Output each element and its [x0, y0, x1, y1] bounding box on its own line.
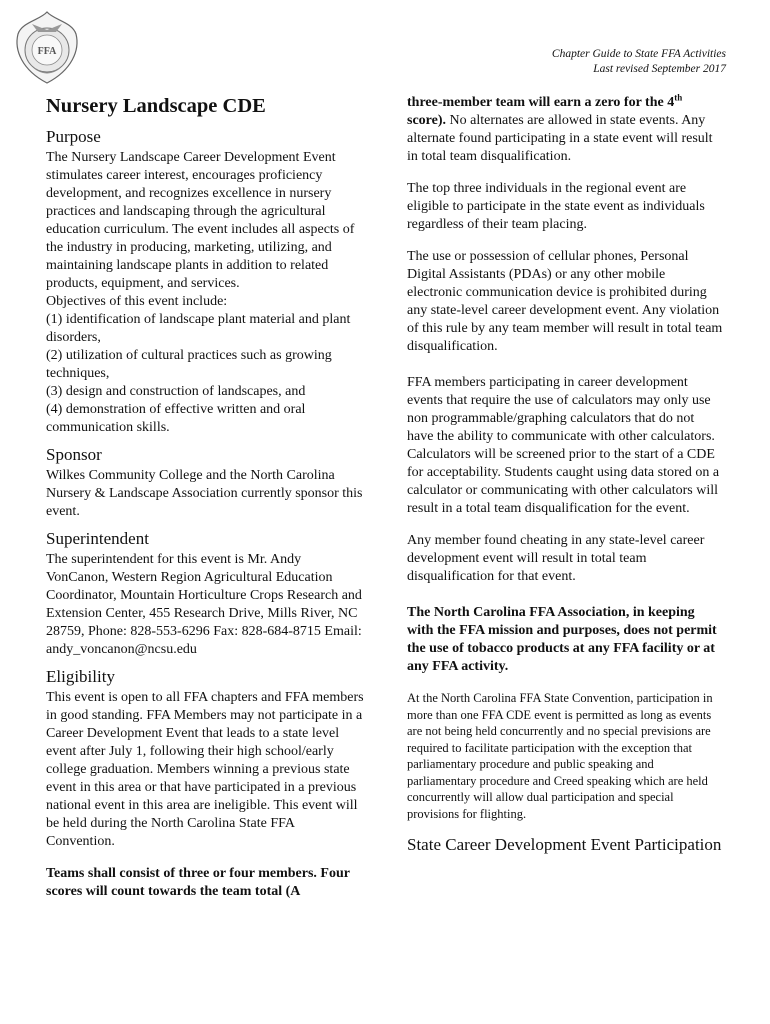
- sponsor-heading: Sponsor: [46, 445, 102, 464]
- purpose-text: The Nursery Landscape Career Development Event stimulates career interest, encourages proficiency development, and recognizes excellence in nursery practices and landscaping through the agricultural education curriculum. The event includes all aspects of the industry in producing, marketing, utilizing, and maintaining landscape plants in addition to related products, equipment, and services.: [46, 150, 355, 291]
- right-column: [407, 94, 723, 857]
- eligibility-heading: Eligibility: [46, 667, 115, 686]
- emblem-center-text: FFA: [37, 46, 57, 57]
- objective-item: (3) design and construction of landscapes, and: [46, 384, 306, 399]
- teams-rule-bold: three-member team will earn a zero for the 4: [407, 95, 675, 110]
- superintendent-text: The superintendent for this event is Mr. Andy VonCanon, Western Region Agricultural Education Coordinator, Mountain Horticulture Crops Research and Extension Center, 455 Research Drive, Mills River, NC 28759, Phone: 828-553-6296 Fax: 828-684-8715 Email: andy_voncanon@ncsu.edu: [46, 552, 362, 657]
- purpose-heading: Purpose: [46, 127, 101, 146]
- participation-heading: State Career Development Event Participation: [407, 835, 722, 854]
- tobacco-policy-text: The North Carolina FFA Association, in keeping with the FFA mission and purposes, does not permit the use of tobacco products at any FFA facility or at any FFA activity.: [407, 605, 717, 674]
- cheating-text: Any member found cheating in any state-level career development event will result in total team disqualification for that event.: [407, 533, 705, 584]
- header-guide-title: Chapter Guide to State FFA Activities: [551, 48, 726, 60]
- teams-rule-text: Teams shall consist of three or four members. Four scores will count towards the team total (A: [46, 866, 350, 899]
- phones-text: The use or possession of cellular phones, Personal Digital Assistants (PDAs) or any other mobile electronic communication device is prohibited during any state-level career development event. Any violation of this rule by any team member will result in total team disqualification.: [407, 249, 723, 354]
- left-column: [46, 94, 366, 901]
- teams-rule-continued: [407, 94, 723, 166]
- page-header: [552, 47, 726, 77]
- page-title: Nursery Landscape CDE: [46, 95, 266, 117]
- objective-item: (4) demonstration of effective written and oral communication skills.: [46, 402, 306, 435]
- eligibility-text: This event is open to all FFA chapters and FFA members in good standing. FFA Members may not participate in a Career Development Event that leads to a state level event after July 1, following their high school/early college graduation. Members winning a previous state event in this area or that have participated in a previous national event in this area are ineligible. This event will be held during the North Carolina State FFA Convention.: [46, 690, 364, 849]
- objective-item: (2) utilization of cultural practices such as growing techniques,: [46, 348, 332, 381]
- header-revised-date: Last revised September 2017: [593, 63, 726, 75]
- alternates-text: No alternates are allowed in state events. Any alternate found participating in a state event will result in total team disqualification.: [407, 113, 713, 164]
- teams-rule-superscript: th: [674, 92, 683, 103]
- regional-text: The top three individuals in the regional event are eligible to participate in the state event as individuals regardless of their team placing.: [407, 181, 705, 232]
- objectives-intro: Objectives of this event include:: [46, 294, 228, 309]
- ffa-emblem-icon: [14, 10, 80, 86]
- calculators-text: FFA members participating in career development events that require the use of calculators may only use non programmable/graphing calculators that do not have the ability to communicate with other calculators. Calculators will be screened prior to the start of a CDE for acceptability. Students caught using data stored on a calculator or communicating with other calculators will result in a total team disqualification for the event.: [407, 375, 720, 516]
- teams-rule-bold-end: score).: [407, 113, 446, 128]
- superintendent-heading: Superintendent: [46, 529, 149, 548]
- convention-text: At the North Carolina FFA State Convention, participation in more than one FFA CDE event is permitted as long as events are not being held concurrently and no special previsions are required to facilitate participation with the exception that parliamentary procedure and public speaking and parliamentary procedure and Creed speaking which are held concurrently will allow dual participation and special provisions for flighting.: [407, 691, 713, 821]
- sponsor-text: Wilkes Community College and the North Carolina Nursery & Landscape Association currently sponsor this event.: [46, 468, 363, 519]
- objective-item: (1) identification of landscape plant material and plant disorders,: [46, 312, 351, 345]
